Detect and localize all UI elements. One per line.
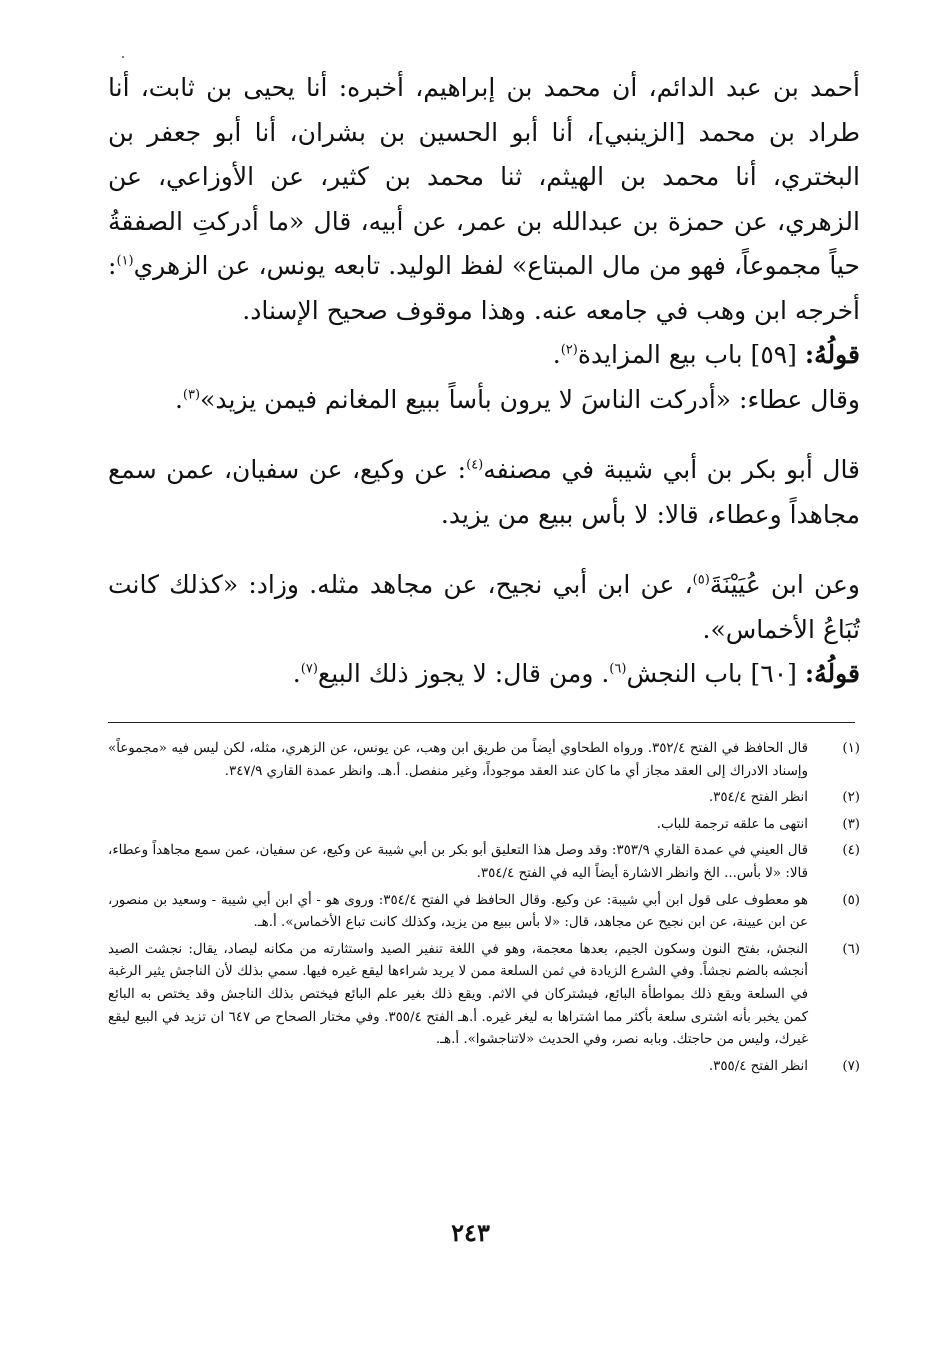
footnote [108,787,860,810]
footnote [108,814,860,837]
footnote-ref: (١) [116,253,134,269]
main-text [108,66,860,697]
footnote-number: (٦) [842,941,860,957]
footnote-ref: (٣) [182,387,201,403]
heading-keyword: قولُهُ: [804,659,860,688]
footnote [108,939,860,1052]
paragraph-text: قال أبو بكر بن أبي شيبة في مصنفه [483,455,861,484]
paragraph-text: وقال عطاء: «أدركت الناسَ لا يرون بأساً ببيع المغانم فيمن يزيد» [200,384,860,414]
footnote-number: (٢) [842,790,860,806]
paragraph-text: . [174,384,183,414]
footnote [108,738,860,783]
footnote-number: (٧) [842,1058,860,1074]
footnote-divider [108,722,855,723]
footnote-text: قال العيني في عمدة القاري ٣٥٣/٩: وقد وصل هذا التعليق أبو بكر بن أبي شيبة عن وكيع، عن سفيان، عمن سمع مجاهداً وعطاء، قالا: «لا بأس... الخ وانظر الاشارة أيضاً اليه في الفتح ٣٥٤/٤. [108,843,808,881]
page-number: ٢٤٣ [451,1218,490,1247]
chapter-heading-60 [108,652,860,697]
footnote-text: انظر الفتح ٣٥٥/٤. [708,1058,808,1074]
footnote [108,890,860,935]
heading-text: [٦٠] باب النجش [626,659,805,688]
footnote-text: قال الحافظ في الفتح ٣٥٢/٤. ورواه الطحاوي أيضاً من طريق ابن وهب، عن يونس، عن الزهري، مثله، لكن ليس فيه «مجموعاً» وإسناد الادراك إلى العقد مجاز أي ما كان عند العقد موجوداً، وغير منفصل. أ.هـ. وانظر عمدة القاري ٣٤٧/٩. [108,741,808,779]
footnote-text: هو معطوف على قول ابن أبي شيبة: عن وكيع. وقال الحافظ في الفتح ٣٥٤/٤: وروى هو - أي ابن أبي شيبة - وسعيد بن منصور، عن ابن عيينة، عن ابن نجيح عن مجاهد، قال: «لا بأس ببيع من يزيد، وكذلك كانت تباع الأخماس». أ.هـ. [108,892,808,931]
footnote-ref: (٧) [300,661,318,677]
footnotes [108,738,860,1082]
paragraph-ibn-uyayna [108,563,860,652]
footnote [108,840,860,885]
footnote-text: انتهى ما علقه ترجمة للباب. [656,816,808,832]
paragraph-text: أحمد بن عبد الدائم، أن محمد بن إبراهيم، أخبره: أنا يحيى بن ثابت، أنا طراد بن محمد [الزينبي]، أنا أبو الحسين بن بشران، أنا أبو جعفر بن البختري، أنا محمد بن الهيثم، ثنا محمد بن كثير، عن الأوزاعي، عن الزهري، عن حمزة بن عبدالله بن عمر، عن أبيه، قال «ما أدركتِ الصفقةُ حياً مجموعاً، فهو من مال المبتاع» لفظ الوليد. تابعه يونس، عن الزهري [108,73,860,280]
heading-text: . [552,340,561,369]
scan-speck [122,56,124,58]
footnote-ref: (٦) [609,661,627,677]
footnote-ref: (٤) [466,457,484,473]
paragraph-text: وعن ابن عُيَيْنَةَ [709,570,860,599]
paragraph-ibn-abi-shayba [108,448,860,537]
heading-text: . ومن قال: لا يجوز ذلك البيع [317,659,610,688]
paragraph-text: : أخرجه ابن وهب في جامعه عنه. وهذا موقوف صحيح الإسناد. [108,251,860,325]
footnote [108,1056,860,1079]
footnote-ref: (٥) [692,572,710,588]
paragraph-ata [108,378,860,423]
footnote-number: (٣) [842,816,860,832]
heading-keyword: قولُهُ: [804,340,860,369]
paragraph-text: : عن وكيع، عن سفيان، عمن سمع مجاهداً وعطاء، قالا: لا بأس ببيع من يزيد. [108,455,860,529]
footnote-text: النجش، بفتح النون وسكون الجيم، بعدها معجمة، وهو في اللغة تنفير الصيد واستثارته من مكانه ليصاد، يقال: نجشت الصيد أنجشه بالضم نجشاً. وفي الشرع الزيادة في ثمن السلعة ممن لا يريد شراءها ليقع غيره فيها. سمي بذلك لأن الناجش يثير الرغبة في السلعة ويقع ذلك بمواطأة البائع، فيشتركان في الاثم. ويقع ذلك بغير علم البائع فيختص بذلك الناجش وقد يختص به البائع كمن يخبر بأنه اشترى سلعة بأكثر مما اشتراها به ليغر غيره. أ.هـ الفتح ٣٥٥/٤. وفي مختار الصحاح ص ٦٤٧ ان تزيد في البيع ليقع غيرك، وليس من حاجتك. وبابه نصر، وفي الحديث «لاتناجشوا». أ.هـ. [108,941,808,1048]
paragraph-isnad [108,66,860,333]
paragraph-text: ، عن ابن أبي نجيح، عن مجاهد مثله. وزاد: «كذلك كانت تُبَاعُ الأخماس». [108,570,860,644]
heading-text: [٥٩] باب بيع المزايدة [577,340,805,369]
footnote-ref: (٢) [560,342,578,358]
footnote-text: انظر الفتح ٣٥٤/٤. [708,790,808,806]
footnote-number: (١) [842,741,860,756]
heading-text: . [292,659,301,688]
chapter-heading-59 [108,333,860,378]
footnote-number: (٤) [842,843,860,859]
footnote-number: (٥) [842,892,860,908]
